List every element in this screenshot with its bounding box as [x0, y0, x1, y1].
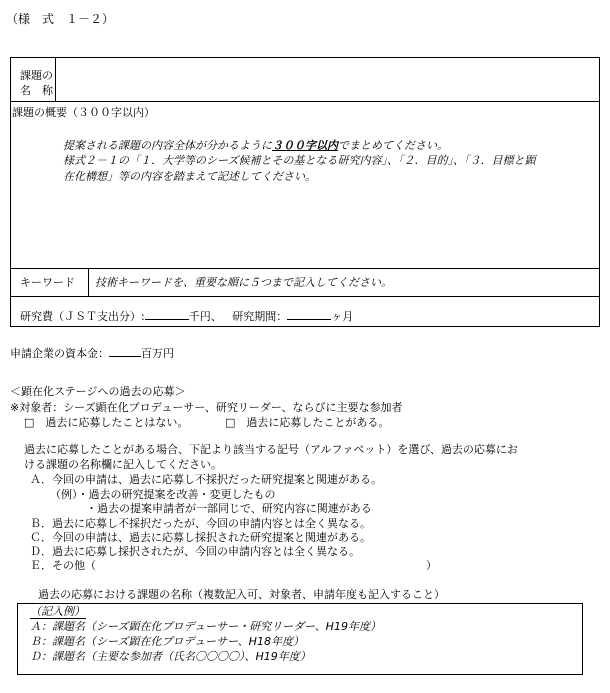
- divider: [55, 57, 56, 102]
- example-b: Ｂ：課題名（シーズ顕在化プロデューサー、H18年度）: [30, 635, 304, 648]
- divider: [10, 101, 600, 102]
- research-period-unit: ヶ月: [331, 310, 354, 323]
- option-b: Ｂ．過去に応募し不採択だったが、今回の申請内容とは全く異なる。: [30, 517, 371, 530]
- example-title: （記入例）: [30, 605, 85, 618]
- divider: [10, 296, 600, 297]
- target-note: ※対象者：シーズ顕在化プロデューサー、研究リーダー、ならびに主要な参加者: [10, 401, 403, 414]
- divider: [88, 268, 89, 296]
- example-title-underline: [30, 618, 86, 619]
- keyword-label: キーワード: [20, 276, 75, 289]
- option-a-example-1: （例）・過去の研究提案を改善・変更したもの: [50, 488, 276, 501]
- summary-instruction-line3: 在化構想」等の内容を踏まえて記述してください。: [63, 170, 316, 183]
- title-label: 課題の: [20, 69, 53, 82]
- capital-input[interactable]: [109, 346, 141, 357]
- char-limit-emphasis: ３００字以内: [272, 139, 338, 152]
- checkbox-applied-before[interactable]: □ 過去に応募したことがある。: [225, 416, 390, 429]
- capital-label: 申請企業の資本金：: [10, 347, 109, 360]
- summary-instruction-line2: 様式２－１の「１．大学等のシーズ候補とその基となる研究内容」、「２．目的」、「３．目標と顕: [63, 154, 536, 167]
- title-input[interactable]: [57, 58, 597, 100]
- keyword-input[interactable]: [90, 269, 598, 295]
- option-a: Ａ．今回の申請は、過去に応募し不採択だった研究提案と関連がある。: [30, 473, 382, 486]
- research-cost-label: 研究費（ＪＳＴ支出分）:: [20, 310, 145, 323]
- research-period-label: 研究期間：: [232, 310, 288, 323]
- summary-instruction-line1: 提案される課題の内容全体が分かるように３００字以内でまとめてください。: [63, 139, 448, 152]
- research-cost-input[interactable]: [145, 309, 189, 320]
- research-cost-row: [20, 309, 353, 322]
- past-instruction-line1: 過去に応募したことがある場合、下記より該当する記号（アルファベット）を選び、過去の応募にお: [24, 443, 518, 456]
- option-e: Ｅ．その他（: [30, 559, 96, 572]
- option-c: Ｃ．今回の申請は、過去に応募し採択された研究提案と関連がある。: [30, 531, 371, 544]
- research-period-input[interactable]: [287, 309, 331, 320]
- research-cost-unit: 千円、: [188, 310, 222, 323]
- example-d: Ｄ：課題名（主要な参加者（氏名〇〇〇〇）、H19年度）: [30, 650, 311, 663]
- summary-input[interactable]: [12, 122, 598, 266]
- title-label-2: 名 称: [20, 84, 53, 97]
- option-d: Ｄ．過去に応募し採択されたが、今回の申請内容とは全く異なる。: [30, 545, 360, 558]
- keyword-instruction: 技術キーワードを、重要な順に５つまで記入してください。: [95, 276, 392, 289]
- summary-label: 課題の概要（３００字以内）: [12, 106, 155, 119]
- option-e-close: ）: [426, 559, 437, 572]
- capital-row: [10, 346, 174, 359]
- past-applications-heading: ＜顕在化ステージへの過去の応募＞: [10, 385, 186, 398]
- form-number: （様 式 １－２）: [6, 12, 115, 26]
- past-instruction-line2: ける課題の名称欄に記入してください。: [24, 458, 222, 471]
- capital-unit: 百万円: [141, 347, 174, 360]
- example-a: Ａ：課題名（シーズ顕在化プロデューサー・研究リーダー、H19年度）: [30, 620, 381, 633]
- checkbox-never-applied[interactable]: □ 過去に応募したことはない。: [24, 416, 189, 429]
- option-a-example-2: ・過去の提案申請者が一部同じで、研究内容に関連がある: [86, 502, 372, 515]
- past-name-label: 過去の応募における課題の名称（複数記入可、対象者、申請年度も記入すること）: [38, 588, 445, 601]
